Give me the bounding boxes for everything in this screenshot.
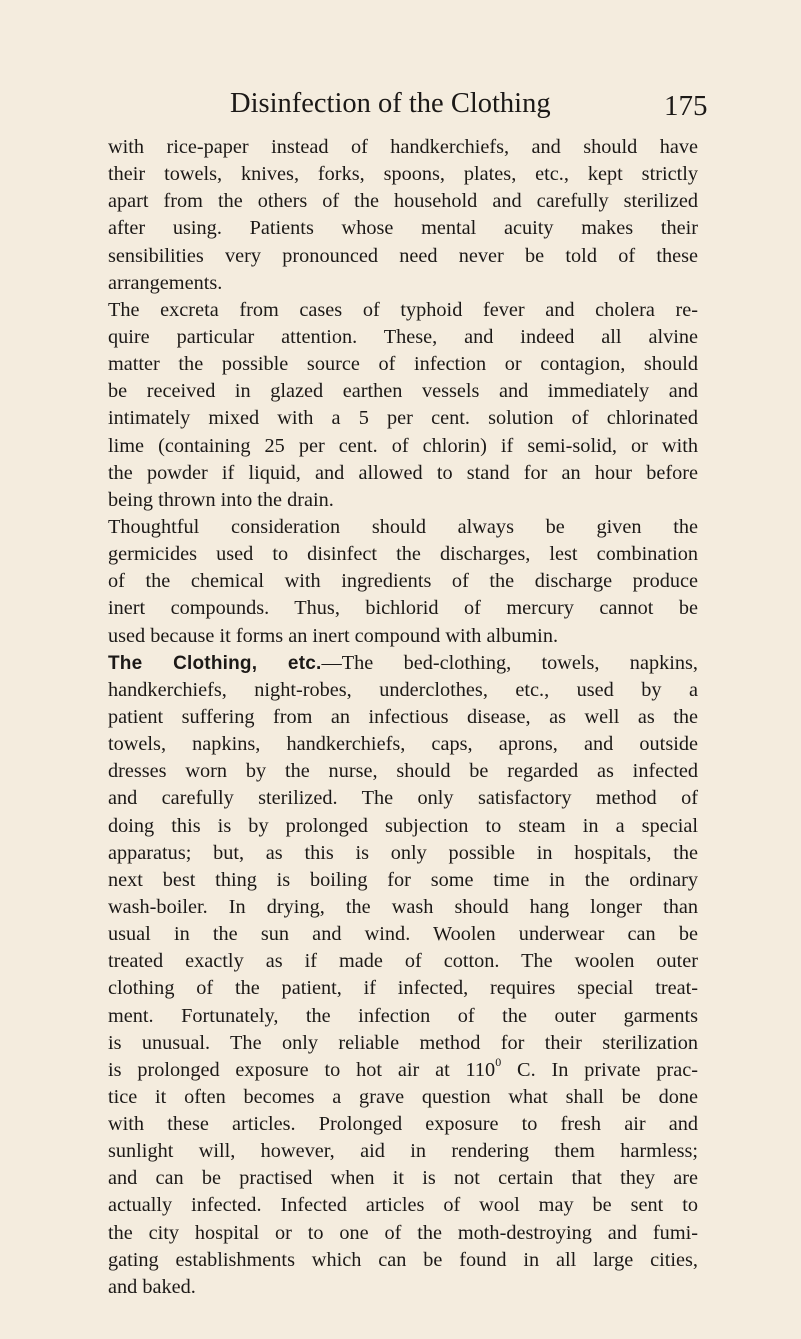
text-line-with-degree [108, 1057, 698, 1084]
text-line: and baked. [108, 1275, 196, 1298]
text-line: treated exactly as if made of cotton. The woolen outer [108, 950, 698, 973]
text-line: ment. Fortunately, the infection of the outer garments [108, 1004, 698, 1027]
text-run: C. In private prac- [501, 1058, 698, 1081]
text-line: quire particular attention. These, and indeed all alvine [108, 325, 698, 348]
text-line: be received in glazed earthen vessels and immediately and [108, 380, 698, 403]
text-line: usual in the sun and wind. Woolen underwear can be [108, 923, 698, 946]
text-line-with-heading [108, 650, 698, 677]
text-line: actually infected. Infected articles of wool may be sent to [108, 1194, 698, 1217]
text-line: the city hospital or to one of the moth-destroying and fumi- [108, 1221, 698, 1244]
section-run-in-heading: The Clothing, etc. [108, 652, 322, 674]
text-line: sensibilities very pronounced need never be told of these [108, 244, 698, 267]
running-title: Disinfection of the Clothing [230, 88, 551, 119]
text-line: and carefully sterilized. The only satisfactory method of [108, 787, 698, 810]
text-run: —The bed-clothing, towels, napkins, [321, 651, 698, 674]
text-line: clothing of the patient, if infected, requires special treat- [108, 977, 698, 1000]
text-line: lime (containing 25 per cent. of chlorin) if semi-solid, or with [108, 434, 698, 457]
text-line: with these articles. Prolonged exposure to fresh air and [108, 1113, 698, 1136]
degree-symbol: 0 [495, 1055, 502, 1070]
text-run: is prolonged exposure to hot air at 110 [108, 1058, 496, 1081]
text-line: of the chemical with ingredients of the discharge produce [108, 570, 698, 593]
text-line: germicides used to disinfect the discharges, lest combination [108, 543, 698, 566]
text-line: used because it forms an inert compound with albumin. [108, 624, 559, 647]
text-line: arrangements. [108, 271, 223, 294]
text-line: after using. Patients whose mental acuity makes their [108, 217, 698, 240]
text-line: is unusual. The only reliable method for their sterilization [108, 1031, 698, 1054]
text-line: wash-boiler. In drying, the wash should hang longer than [108, 895, 698, 918]
text-line: apart from the others of the household and carefully sterilized [108, 190, 698, 213]
text-line: being thrown into the drain. [108, 488, 334, 511]
text-line: Thoughtful consideration should always be given the [108, 515, 698, 538]
text-line: the powder if liquid, and allowed to stand for an hour before [108, 461, 698, 484]
text-line: doing this is by prolonged subjection to steam in a special [108, 814, 698, 837]
text-line: and can be practised when it is not certain that they are [108, 1167, 698, 1190]
running-header [230, 84, 750, 124]
text-line: sunlight will, however, aid in rendering them harmless; [108, 1140, 698, 1163]
text-line: matter the possible source of infection or contagion, should [108, 353, 698, 376]
text-line: dresses worn by the nurse, should be regarded as infected [108, 760, 698, 783]
text-line: gating establishments which can be found in all large cities, [108, 1248, 698, 1271]
text-line: The excreta from cases of typhoid fever and cholera re- [108, 298, 698, 321]
text-line: apparatus; but, as this is only possible in hospitals, the [108, 841, 698, 864]
text-line: tice it often becomes a grave question what shall be done [108, 1085, 698, 1108]
text-line: handkerchiefs, night-robes, underclothes, etc., used by a [108, 678, 698, 701]
text-line: towels, napkins, handkerchiefs, caps, aprons, and outside [108, 733, 698, 756]
text-line: next best thing is boiling for some time in the ordinary [108, 868, 698, 891]
page-number: 175 [664, 90, 708, 122]
text-line: intimately mixed with a 5 per cent. solution of chlorinated [108, 407, 698, 430]
text-line: their towels, knives, forks, spoons, plates, etc., kept strictly [108, 163, 698, 186]
text-line: inert compounds. Thus, bichlorid of mercury cannot be [108, 597, 698, 620]
text-line: with rice-paper instead of handkerchiefs, and should have [108, 136, 698, 158]
text-line: patient suffering from an infectious disease, as well as the [108, 705, 698, 728]
body-text [108, 134, 698, 1301]
